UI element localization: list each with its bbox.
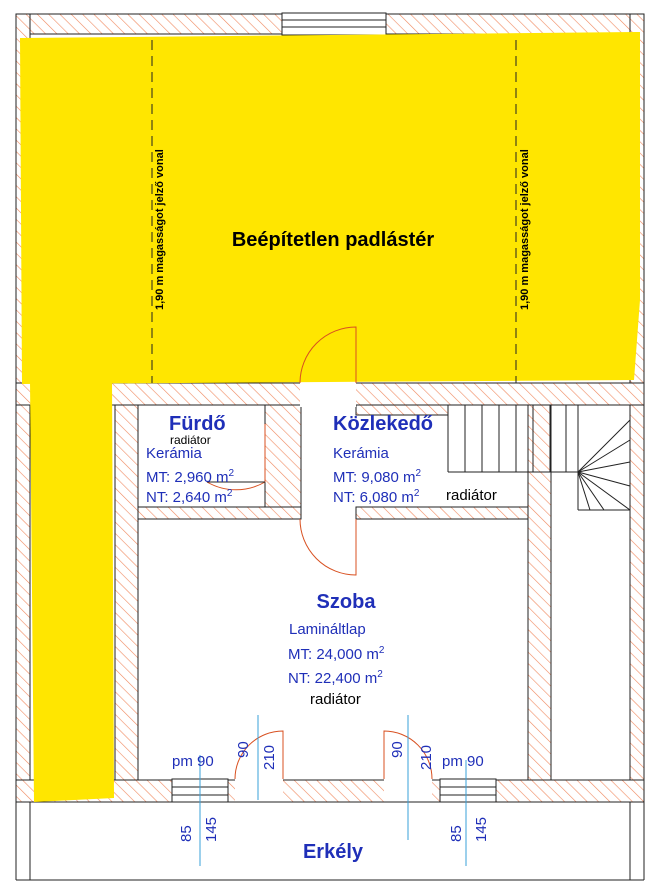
corridor-nt: NT: 6,080 $m^2$	[333, 488, 420, 506]
right-window-height-b: 145	[473, 816, 490, 842]
attic-height-line-left: 1,90 m magasságot jelző vonal	[154, 149, 166, 310]
room-floor: Lamináltlap	[289, 621, 366, 638]
right-window-height-a: 85	[448, 825, 465, 842]
corridor-name: Közlekedő	[333, 413, 434, 435]
room-name: Szoba	[316, 591, 376, 613]
room-mt: MT: 24,000 $m^2$	[288, 645, 385, 663]
left-window-height-a: 85	[178, 825, 195, 842]
left-door-width: 90	[235, 741, 252, 758]
bathroom-name: Fürdő	[169, 413, 226, 435]
balcony-name: Erkély	[302, 841, 364, 863]
left-door-height: 210	[261, 744, 278, 770]
bathroom-radiator: radiátor	[170, 433, 211, 447]
left-window-sill: pm 90	[172, 753, 214, 770]
right-window-sill: pm 90	[442, 753, 484, 770]
bathroom-nt: NT: 2,640 $m^2$	[146, 488, 233, 506]
corridor-mt: MT: 9,080 $m^2$	[333, 468, 422, 486]
room-radiator: radiátor	[310, 691, 361, 708]
attic-name: Beépítetlen padlástér	[231, 229, 435, 251]
bathroom-floor: Kerámia	[146, 445, 202, 462]
left-window-height-b: 145	[203, 816, 220, 842]
bathroom-mt: MT: 2,960 $m^2$	[146, 468, 235, 486]
attic-height-line-right: 1,90 m magasságot jelző vonal	[519, 149, 531, 310]
right-door-height: 210	[418, 744, 435, 770]
corridor-floor: Kerámia	[333, 445, 389, 462]
room-nt: NT: 22,400 $m^2$	[288, 669, 383, 687]
right-door-width: 90	[389, 741, 406, 758]
corridor-radiator: radiátor	[446, 487, 497, 504]
